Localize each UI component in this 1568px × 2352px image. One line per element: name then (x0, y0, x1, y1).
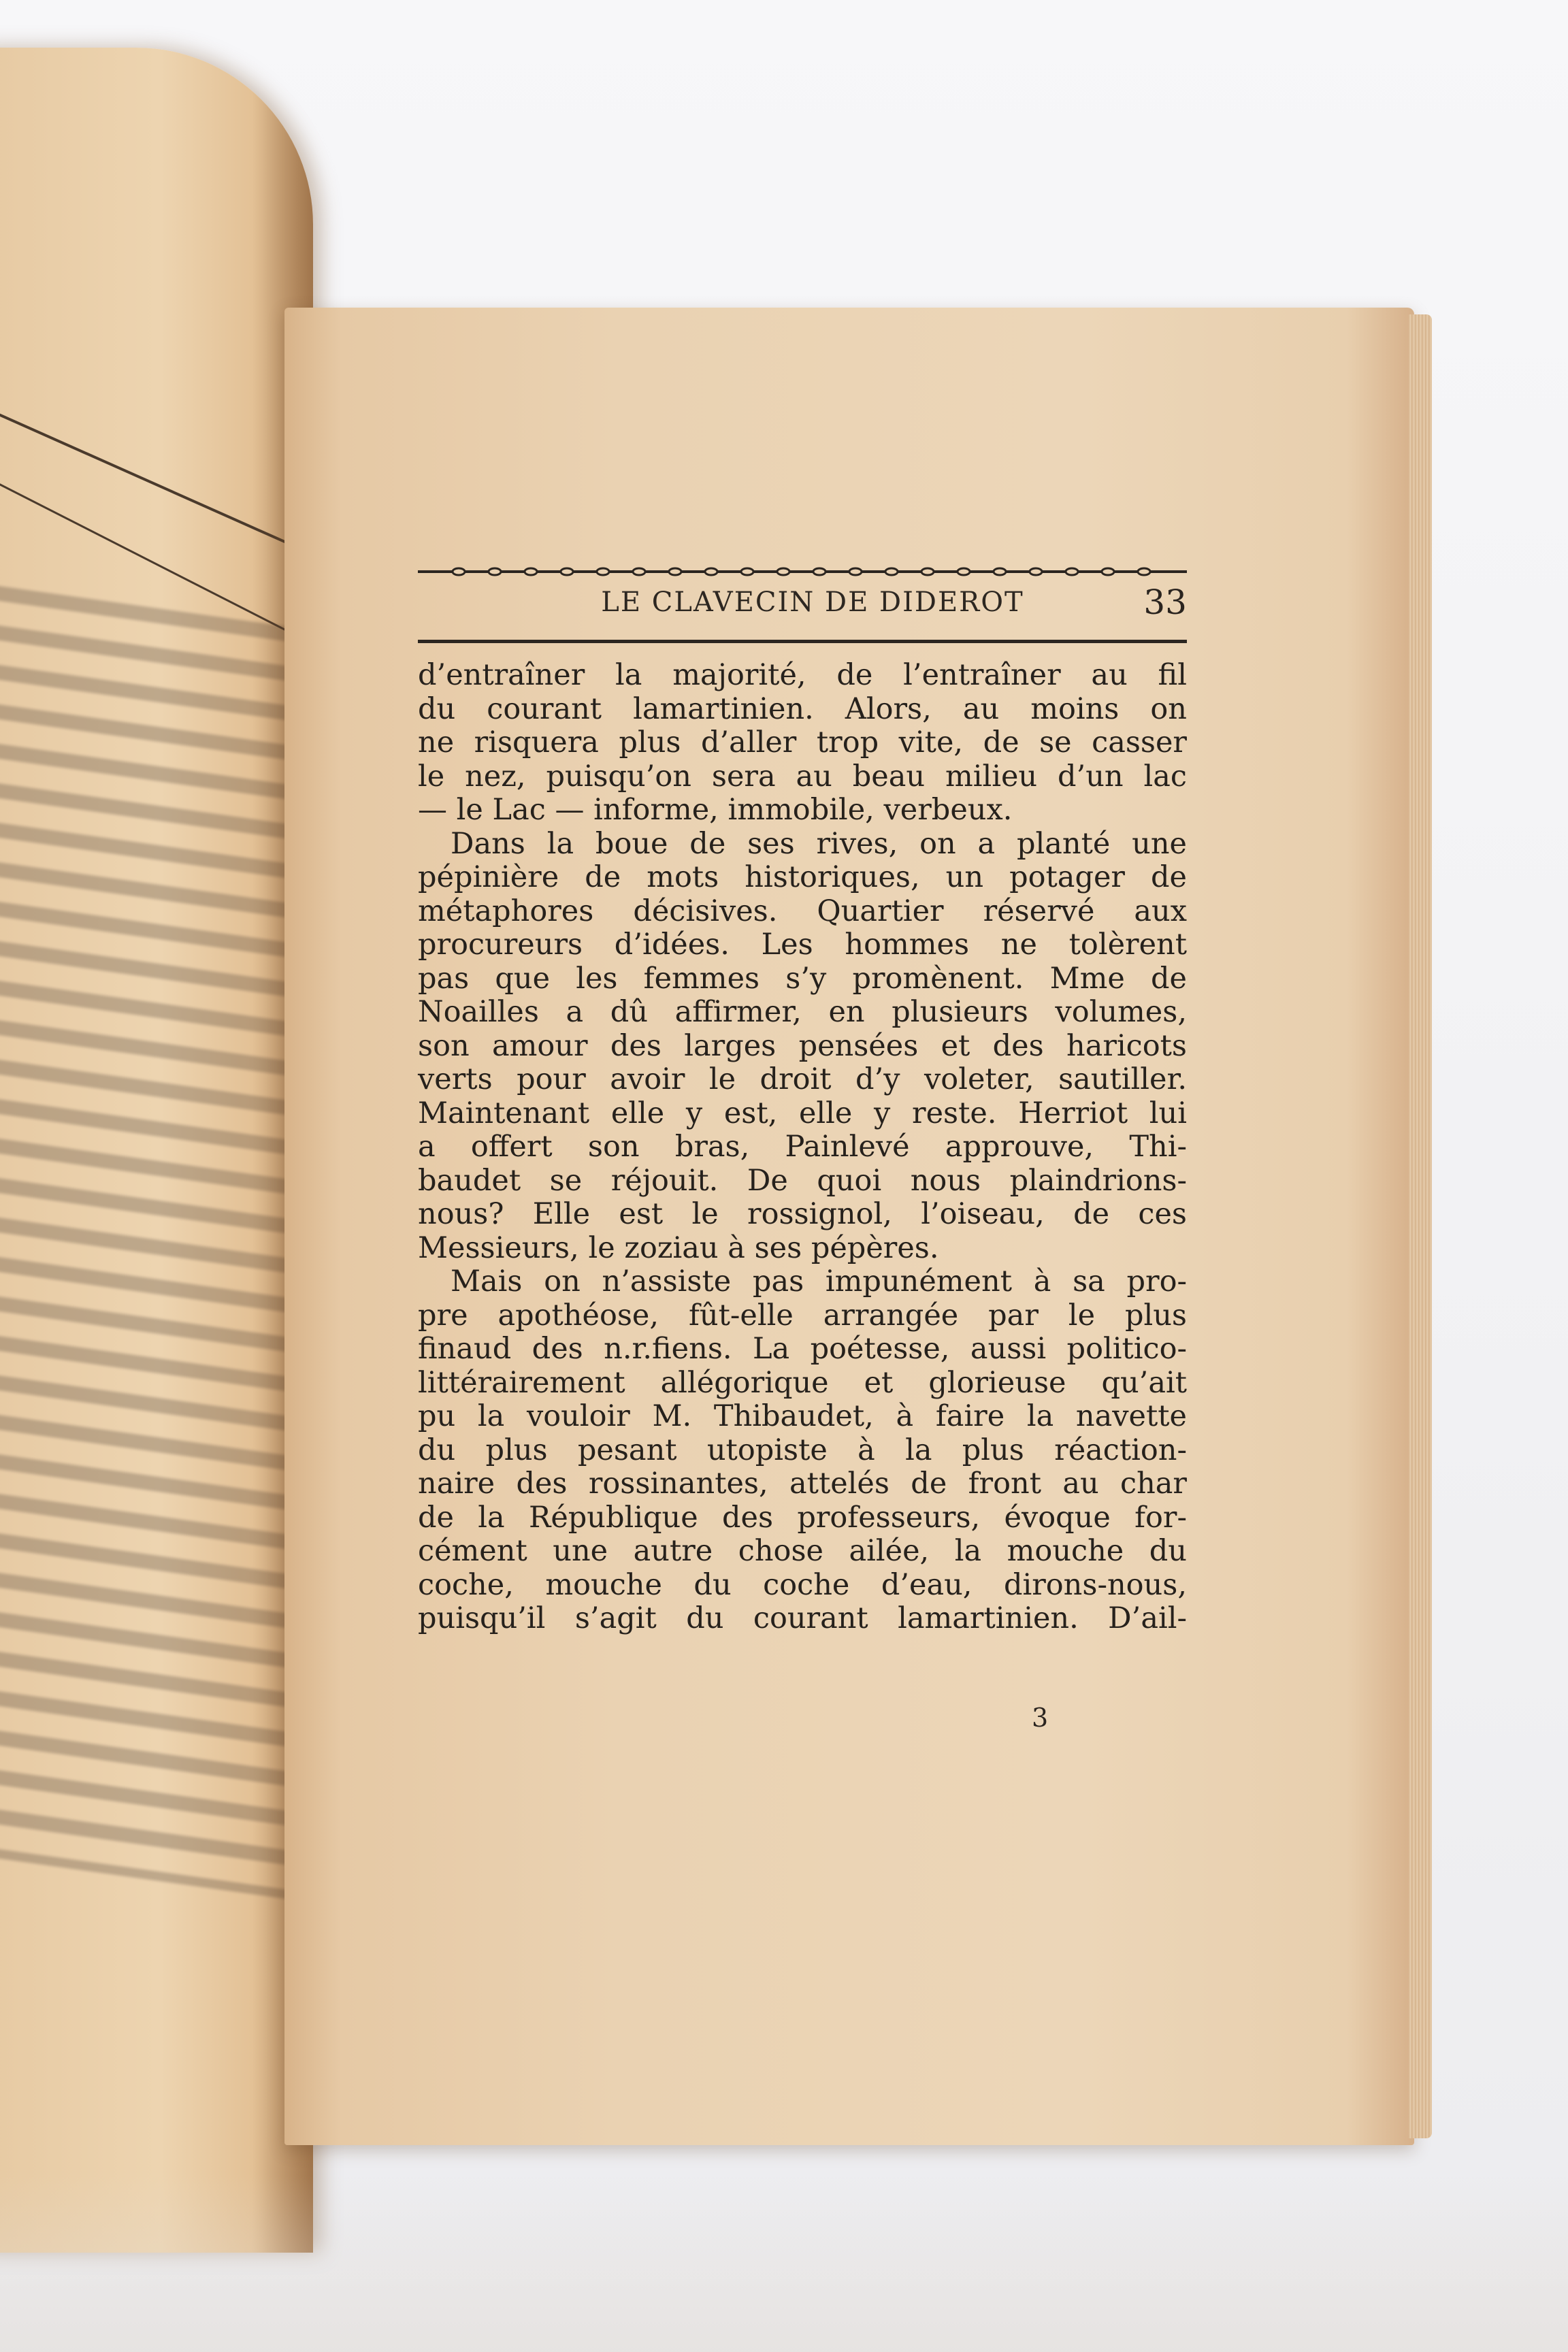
ornament-dot (958, 568, 970, 575)
ornament-dot (1102, 568, 1114, 575)
text-line: pépinière de mots historiques, un potager de (418, 860, 1187, 894)
ornament-dot (813, 568, 826, 575)
page-number: 33 (1143, 583, 1187, 622)
ornament-dot (921, 568, 934, 575)
text-line: d’entraîner la majorité, de l’entraîner au fil (418, 658, 1187, 692)
text-line: ne risquera plus d’aller trop vite, de se casser (418, 725, 1187, 760)
text-line: Messieurs, le zoziau à ses pépères. (418, 1230, 939, 1265)
text-line: verts pour avoir le droit d’y voleter, sautiller. (418, 1062, 1187, 1096)
text-line: pu la vouloir M. Thibaudet, à faire la navette (418, 1399, 1187, 1433)
ornament-dot (1138, 568, 1150, 575)
header-ornament (418, 565, 1187, 578)
text-line: naire des rossinantes, attelés de front au char (418, 1467, 1187, 1501)
text-line: le nez, puisqu’on sera au beau milieu d’un lac (418, 759, 1187, 794)
ornament-dot (777, 568, 789, 575)
left-page-curved (0, 48, 313, 2253)
text-line: littérairement allégorique et glorieuse qu’ait (418, 1365, 1187, 1400)
text-line: du plus pesant utopiste à la plus réaction- (418, 1433, 1187, 1467)
ornament-dot (597, 568, 609, 575)
right-page (284, 308, 1414, 2145)
text-line: a offert son bras, Painlevé approuve, Thi- (418, 1130, 1187, 1164)
text-line: nous? Elle est le rossignol, l’oiseau, de ces (418, 1197, 1187, 1231)
text-line: Dans la boue de ses rives, on a planté une (451, 826, 1187, 861)
ornament-dot (561, 568, 573, 575)
text-line: son amour des larges pensées et des haricots (418, 1028, 1187, 1063)
ornament-dot (633, 568, 645, 575)
text-line: du courant lamartinien. Alors, au moins on (418, 691, 1187, 726)
text-line: pas que les femmes s’y promènent. Mme de (418, 961, 1187, 996)
ornament-dot (525, 568, 537, 575)
text-line: puisqu’il s’agit du courant lamartinien. D’ail- (418, 1601, 1187, 1635)
text-line: métaphores décisives. Quartier réservé aux (418, 894, 1187, 928)
ornament-dot (741, 568, 753, 575)
ornament-dot (705, 568, 717, 575)
text-line: pre apothéose, fût-elle arrangée par le plus (418, 1298, 1187, 1333)
text-line: coche, mouche du coche d’eau, dirons-nous, (418, 1567, 1187, 1602)
text-line: Maintenant elle y est, elle y reste. Herriot lui (418, 1096, 1187, 1130)
signature-mark: 3 (1032, 1703, 1049, 1733)
header-rule (418, 640, 1187, 643)
body-text (418, 659, 1187, 1636)
text-line: Mais on n’assiste pas impunément à sa pro- (451, 1264, 1187, 1298)
text-line: cément une autre chose ailée, la mouche du (418, 1534, 1187, 1568)
text-line: — le Lac — informe, immobile, verbeux. (418, 793, 1013, 827)
running-header (418, 583, 1187, 641)
running-title: LE CLAVECIN DE DIDEROT (601, 587, 1024, 618)
ornament-dot (885, 568, 898, 575)
text-line: finaud des n.r.fiens. La poétesse, aussi politico- (418, 1332, 1187, 1366)
ornament-dot (1030, 568, 1042, 575)
table-reflection (0, 2175, 1568, 2352)
ornament-dot (849, 568, 862, 575)
ornament-dot (453, 568, 465, 575)
text-line: baudet se réjouit. De quoi nous plaindrions- (418, 1163, 1187, 1198)
text-line: procureurs d’idées. Les hommes ne tolèrent (418, 928, 1187, 962)
text-line: de la République des professeurs, évoque for- (418, 1500, 1187, 1535)
ornament-dot (1066, 568, 1078, 575)
ornament-dot (489, 568, 501, 575)
ornament-dot (669, 568, 681, 575)
page-edge (1409, 314, 1432, 2138)
ornament-dot (994, 568, 1006, 575)
text-line: Noailles a dû affirmer, en plusieurs volumes, (418, 995, 1187, 1029)
